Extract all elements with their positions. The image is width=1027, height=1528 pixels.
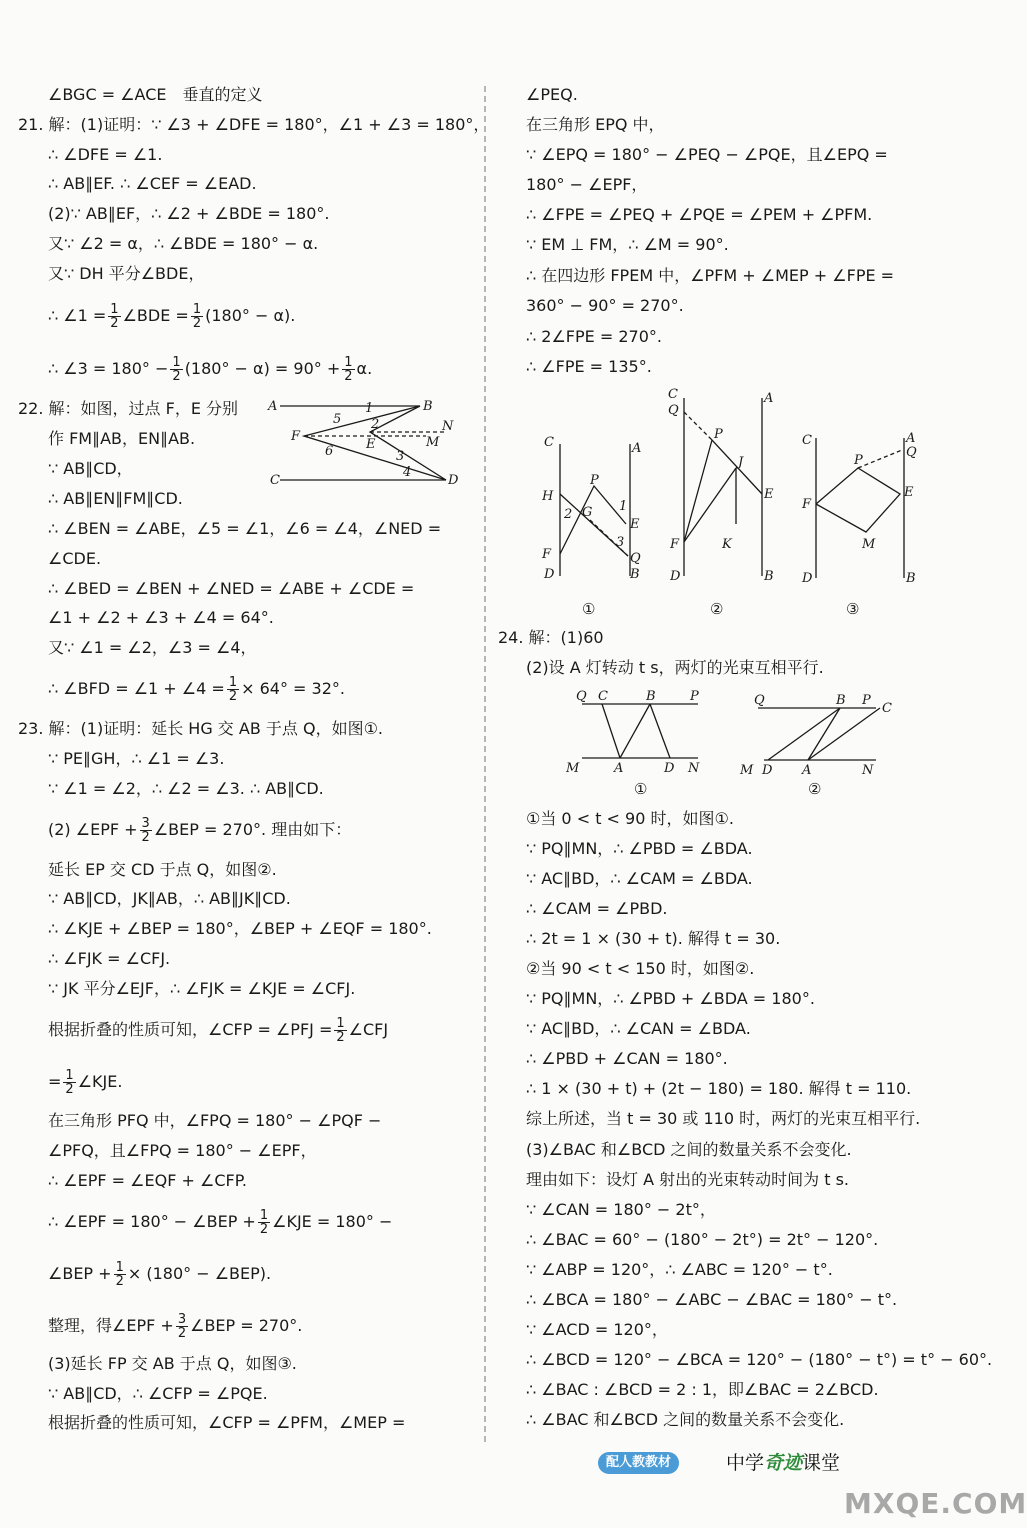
figure-22 — [266, 392, 466, 490]
fraction — [258, 1209, 270, 1236]
text-segment: (2) ∠EPF + — [48, 820, 138, 839]
label-a: A — [614, 761, 624, 776]
label-m: M — [740, 763, 754, 778]
label-e: E — [904, 485, 914, 500]
dash-pq — [858, 450, 902, 468]
fraction — [140, 817, 152, 844]
numerator: 1 — [65, 1068, 74, 1083]
dash-pq — [684, 412, 712, 440]
text-line: ∵ ∠CAN = 180° − 2t°， — [526, 1200, 716, 1219]
text-line: (2)∵ AB∥EF，∴ ∠2 + ∠BDE = 180°. — [48, 204, 330, 223]
label-2: 2 — [564, 507, 573, 522]
text-line: 22. 解：如图，过点 F，E 分别 — [18, 399, 239, 418]
brand-post: 课堂 — [802, 1452, 841, 1474]
label-3: 3 — [616, 535, 625, 550]
text-line: ∴ ∠KJE + ∠BEP = 180°，∠BEP + ∠EQF = 180°. — [48, 919, 432, 938]
label-n: N — [442, 419, 454, 434]
denominator: 2 — [65, 1082, 74, 1097]
label-p: P — [862, 693, 871, 708]
label-f: F — [542, 547, 552, 562]
numerator: 1 — [192, 302, 202, 317]
text-line: 360° − 90° = 270°. — [526, 296, 684, 315]
text-line: 又∵ DH 平分∠BDE， — [48, 264, 205, 283]
label-n: N — [862, 763, 874, 778]
numerator: 1 — [172, 355, 181, 370]
text-segment: ∠BEP + — [48, 1264, 112, 1283]
label-p: P — [690, 689, 699, 704]
denominator: 2 — [177, 1326, 187, 1341]
text-line: ∠PFQ，且∠FPQ = 180° − ∠EPF， — [48, 1141, 317, 1160]
text-line: ∠BGC = ∠ACE 垂直的定义 — [48, 85, 263, 104]
numerator: 1 — [259, 1208, 269, 1223]
label-c: C — [668, 387, 678, 402]
text-line: ∵ JK 平分∠EJF，∴ ∠FJK = ∠KJE = ∠CFJ. — [48, 979, 356, 998]
label-c: C — [598, 689, 608, 704]
label-d: D — [448, 473, 459, 488]
label-e: E — [630, 517, 640, 532]
text-segment: ∠BEP = 270°. 理由如下： — [153, 820, 352, 839]
text-segment: ∠BEP = 270°. — [190, 1316, 303, 1335]
text-line: 根据折叠的性质可知，∠CFP = ∠PFM，∠MEP = — [48, 1413, 406, 1432]
label-p: P — [714, 427, 723, 442]
numerator: 1 — [344, 355, 353, 370]
label-a: A — [764, 391, 774, 406]
text-line: ∴ ∠FPE = 135°. — [526, 357, 652, 376]
text-line: ∴ ∠PBD + ∠CAN = 180°. — [526, 1049, 728, 1068]
text-line: ①当 0 < t < 90 时，如图①. — [526, 809, 734, 828]
text-segment: ∠CFJ — [348, 1020, 389, 1039]
text-line: 又∵ ∠2 = α，∴ ∠BDE = 180° − α. — [48, 234, 319, 253]
text-line: ∴ ∠FJK = ∠CFJ. — [48, 949, 171, 968]
label-d: D — [762, 763, 773, 778]
label-h: H — [542, 489, 554, 504]
label-5: 5 — [333, 412, 342, 427]
text-line: ∠1 + ∠2 + ∠3 + ∠4 = 64°. — [48, 608, 274, 627]
figure-23-1 — [538, 428, 658, 620]
text-line: ∵ ∠1 = ∠2，∴ ∠2 = ∠3. ∴ AB∥CD. — [48, 779, 324, 798]
text-line: (2)设 A 灯转动 t s，两灯的光束互相平行. — [526, 658, 824, 677]
label-q: Q — [668, 403, 679, 418]
label-p: P — [854, 453, 863, 468]
brand-highlight: 奇迹 — [764, 1452, 803, 1474]
text-line: ∵ PQ∥MN，∴ ∠PBD + ∠BDA = 180°. — [526, 989, 815, 1008]
text-line: ∠PEQ. — [526, 85, 578, 104]
label-d: D — [670, 569, 681, 584]
text-segment: = — [48, 1072, 62, 1091]
denominator: 2 — [228, 689, 238, 704]
text-line: 又∵ ∠1 = ∠2，∠3 = ∠4， — [48, 638, 257, 657]
label-a: A — [632, 441, 642, 456]
text-line: 作 FM∥AB，EN∥AB. — [48, 429, 196, 448]
figure-23-3 — [796, 428, 926, 620]
label-q: Q — [630, 551, 641, 566]
text-line: ∵ ∠ACD = 120°， — [526, 1320, 668, 1339]
text-line: ∴ ∠BEN = ∠ABE，∠5 = ∠1，∠6 = ∠4，∠NED = — [48, 519, 442, 538]
numerator: 3 — [177, 1312, 187, 1327]
text-line: 180° − ∠EPF， — [526, 175, 648, 194]
label-1: 1 — [365, 401, 374, 416]
label-a: A — [268, 399, 278, 414]
fraction — [108, 303, 120, 330]
denominator: 2 — [115, 1274, 124, 1289]
path-fpe — [684, 440, 762, 542]
line-db — [768, 708, 840, 760]
formula-line — [48, 817, 351, 844]
watermark: MXQE.COM — [844, 1487, 1027, 1520]
denominator: 2 — [172, 369, 181, 384]
text-line: ∴ ∠BED = ∠BEN + ∠NED = ∠ABE + ∠CDE = — [48, 579, 415, 598]
text-segment: 根据折叠的性质可知，∠CFP = ∠PFJ = — [48, 1020, 333, 1039]
label-c: C — [270, 473, 280, 488]
formula-line — [48, 1209, 392, 1236]
label-f: F — [670, 537, 680, 552]
label-q: Q — [576, 689, 587, 704]
label-d: D — [802, 571, 813, 586]
label-m: M — [426, 435, 440, 450]
denominator: 2 — [192, 316, 202, 331]
denominator: 2 — [336, 1030, 345, 1045]
formula-line — [48, 676, 345, 703]
text-line: (3)∠BAC 和∠BCD 之间的数量关系不会变化. — [526, 1140, 852, 1159]
label-d: D — [544, 567, 555, 582]
text-line: ∵ AB∥CD，JK∥AB，∴ AB∥JK∥CD. — [48, 889, 291, 908]
fraction — [170, 356, 182, 383]
fraction — [342, 356, 354, 383]
text-segment: ∴ ∠3 = 180° − — [48, 359, 169, 378]
formula-line — [48, 303, 295, 330]
text-segment: (180° − α) = 90° + — [184, 359, 341, 378]
label-k: K — [722, 537, 732, 552]
label-1: 1 — [619, 499, 628, 514]
formula-line — [48, 356, 372, 383]
brand-pre: 中学 — [726, 1452, 765, 1474]
text-line: ∵ PQ∥MN，∴ ∠PBD = ∠BDA. — [526, 839, 753, 858]
text-line: 在三角形 PFQ 中，∠FPQ = 180° − ∠PQF − — [48, 1111, 382, 1130]
text-line: 延长 EP 交 CD 于点 Q，如图②. — [48, 860, 277, 879]
label-p: P — [590, 473, 599, 488]
text-line: ∴ 在四边形 FPEM 中，∠PFM + ∠MEP + ∠FPE = — [526, 266, 895, 285]
label-3: 3 — [396, 449, 405, 464]
text-line: ∴ ∠FPE = ∠PEQ + ∠PQE = ∠PEM + ∠PFM. — [526, 205, 873, 224]
text-line: ∵ PE∥GH，∴ ∠1 = ∠3. — [48, 749, 225, 768]
fraction — [114, 1261, 126, 1288]
text-segment: (180° − α). — [205, 306, 296, 325]
brand-name — [726, 1448, 840, 1478]
text-segment: ∴ ∠1 = — [48, 306, 107, 325]
fraction — [191, 303, 203, 330]
line-ba — [808, 708, 840, 760]
text-line: 23. 解：(1)证明：延长 HG 交 AB 于点 Q，如图①. — [18, 719, 384, 738]
line-ac — [602, 704, 620, 758]
formula-line — [48, 1017, 388, 1044]
label-b: B — [646, 689, 656, 704]
text-line: ∴ AB∥EF. ∴ ∠CEF = ∠EAD. — [48, 174, 257, 193]
numerator: 1 — [115, 1260, 124, 1275]
caption-24-2: ② — [808, 780, 822, 798]
figure-23-2 — [664, 384, 784, 620]
edition-badge: 配人教教材 — [598, 1452, 679, 1474]
fraction — [176, 1313, 188, 1340]
text-segment: ∴ ∠EPF = 180° − ∠BEP + — [48, 1212, 256, 1231]
text-line: ∴ ∠EPF = ∠EQF + ∠CFP. — [48, 1171, 247, 1190]
numerator: 1 — [110, 302, 119, 317]
formula-line — [48, 1261, 271, 1288]
text-line: ∴ ∠BAC : ∠BCD = 2 : 1，即∠BAC = 2∠BCD. — [526, 1380, 879, 1399]
column-divider — [484, 86, 486, 1442]
caption-24-1: ① — [634, 780, 648, 798]
label-b: B — [906, 571, 916, 586]
label-n: N — [688, 761, 700, 776]
denominator: 2 — [141, 830, 150, 845]
label-f: F — [802, 497, 812, 512]
label-g: G — [582, 505, 593, 520]
caption-2: ② — [710, 600, 724, 618]
label-c: C — [802, 433, 812, 448]
text-line: 24. 解：(1)60 — [498, 628, 604, 647]
text-line: ∴ ∠BAC = 60° − (180° − 2t°) = 2t° − 120°. — [526, 1230, 879, 1249]
text-line: ∵ AB∥CD， — [48, 459, 133, 478]
label-q: Q — [754, 693, 765, 708]
label-f: F — [291, 429, 301, 444]
line-bd — [650, 704, 670, 758]
text-line: 21. 解：(1)证明：∵ ∠3 + ∠DFE = 180°，∠1 + ∠3 = 180°， — [18, 115, 490, 134]
caption-3: ③ — [846, 600, 860, 618]
text-line: 理由如下：设灯 A 射出的光束转动时间为 t s. — [526, 1170, 849, 1189]
formula-line — [48, 1069, 122, 1096]
label-b: B — [630, 567, 640, 582]
line-ab — [620, 704, 650, 758]
caption-1: ① — [582, 600, 596, 618]
quad-fpem — [816, 468, 900, 532]
label-d: D — [664, 761, 675, 776]
label-e: E — [764, 487, 774, 502]
text-line: ∴ ∠BAC 和∠BCD 之间的数量关系不会变化. — [526, 1410, 845, 1429]
label-q: Q — [906, 445, 917, 460]
numerator: 1 — [228, 675, 238, 690]
label-b: B — [764, 569, 774, 584]
text-line: ∵ AC∥BD，∴ ∠CAN = ∠BDA. — [526, 1019, 751, 1038]
text-line: ∠CDE. — [48, 549, 102, 568]
label-m: M — [566, 761, 580, 776]
text-line: ∴ 2∠FPE = 270°. — [526, 327, 662, 346]
text-segment: × 64° = 32°. — [241, 679, 345, 698]
text-line: ∵ AB∥CD，∴ ∠CFP = ∠PQE. — [48, 1384, 268, 1403]
text-line: 综上所述，当 t = 30 或 110 时，两灯的光束互相平行. — [526, 1109, 921, 1128]
text-line: ∵ ∠EPQ = 180° − ∠PEQ − ∠PQE，且∠EPQ = — [526, 145, 888, 164]
text-line: ∴ 2t = 1 × (30 + t). 解得 t = 30. — [526, 929, 781, 948]
text-line: ∴ ∠BCA = 180° − ∠ABC − ∠BAC = 180° − t°. — [526, 1290, 898, 1309]
text-segment: × (180° − ∠BEP). — [127, 1264, 272, 1283]
fraction — [334, 1017, 346, 1044]
figure-24-2 — [738, 686, 898, 798]
label-e: E — [366, 437, 376, 452]
fraction — [227, 676, 239, 703]
formula-line — [48, 1313, 302, 1340]
label-m: M — [862, 537, 876, 552]
text-segment: ∠BDE = — [122, 306, 189, 325]
label-6: 6 — [325, 444, 334, 459]
text-segment: ∠KJE = 180° − — [272, 1212, 393, 1231]
text-line: ∴ ∠CAM = ∠PBD. — [526, 899, 668, 918]
text-segment: 整理，得∠EPF + — [48, 1316, 174, 1335]
text-line: ∴ AB∥EN∥FM∥CD. — [48, 489, 183, 508]
label-a: A — [802, 763, 812, 778]
denominator: 2 — [110, 316, 119, 331]
label-a: A — [906, 431, 916, 446]
text-segment: ∴ ∠BFD = ∠1 + ∠4 = — [48, 679, 225, 698]
page-footer — [598, 1448, 1000, 1488]
denominator: 2 — [344, 369, 353, 384]
label-j: J — [738, 455, 744, 470]
text-line: ∴ ∠BCD = 120° − ∠BCA = 120° − (180° − t°) = t° − 60°. — [526, 1350, 993, 1369]
text-segment: ∠KJE. — [77, 1072, 123, 1091]
label-b: B — [836, 693, 846, 708]
fraction — [63, 1069, 75, 1096]
label-2: 2 — [371, 417, 380, 432]
text-line: ∴ ∠DFE = ∠1. — [48, 145, 163, 164]
text-line: ∵ AC∥BD，∴ ∠CAM = ∠BDA. — [526, 869, 753, 888]
text-segment: α. — [356, 359, 373, 378]
numerator: 3 — [141, 816, 150, 831]
label-b: B — [423, 399, 433, 414]
text-line: ∵ ∠ABP = 120°，∴ ∠ABC = 120° − t°. — [526, 1260, 833, 1279]
text-line: (3)延长 FP 交 AB 于点 Q，如图③. — [48, 1354, 297, 1373]
label-4: 4 — [403, 465, 412, 480]
figure-24-1 — [562, 686, 712, 798]
denominator: 2 — [259, 1222, 269, 1237]
numerator: 1 — [336, 1016, 345, 1031]
text-line: ②当 90 < t < 150 时，如图②. — [526, 959, 755, 978]
text-line: ∵ EM ⊥ FM，∴ ∠M = 90°. — [526, 235, 729, 254]
label-c: C — [882, 701, 892, 716]
line-ac — [808, 708, 880, 760]
text-line: 在三角形 EPQ 中， — [526, 115, 665, 134]
label-c: C — [544, 435, 554, 450]
text-line: ∴ 1 × (30 + t) + (2t − 180) = 180. 解得 t = 110. — [526, 1079, 912, 1098]
line-fj — [684, 468, 736, 542]
